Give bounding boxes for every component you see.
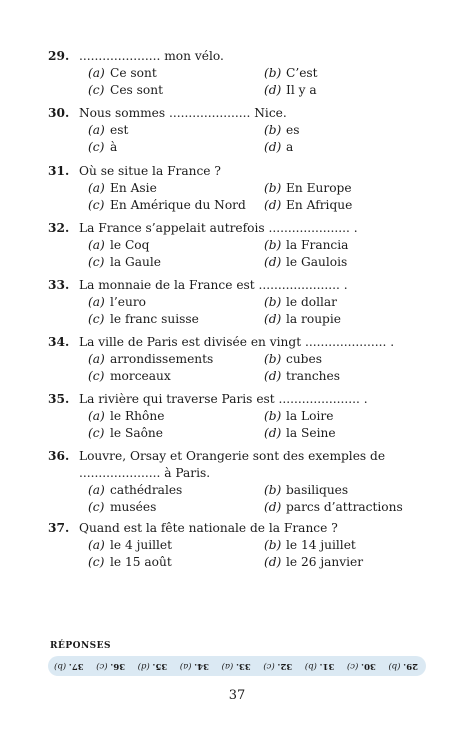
answer-key-letter: (d) <box>137 661 150 671</box>
question-text: Où se situe la France ? <box>79 164 221 178</box>
option-text: la Francia <box>286 238 349 252</box>
answer-option <box>264 180 440 197</box>
question-line <box>48 48 438 65</box>
answer-option <box>264 482 440 499</box>
answer-key-item <box>347 661 376 671</box>
question-line <box>48 391 438 408</box>
option-text: le 15 août <box>110 555 172 569</box>
option-label: (a) <box>88 409 105 423</box>
option-label: (b) <box>264 238 282 252</box>
answer-key-number: 37. <box>68 661 84 671</box>
question-line <box>48 163 438 180</box>
question-line <box>48 334 438 351</box>
question-number: 36. <box>48 449 70 463</box>
option-grid <box>88 294 438 328</box>
option-label: (d) <box>264 312 282 326</box>
question-line <box>48 105 438 122</box>
option-text: la roupie <box>286 312 341 326</box>
option-label: (b) <box>264 66 282 80</box>
option-text: la Seine <box>286 426 336 440</box>
option-text: En Afrique <box>286 198 353 212</box>
option-label: (d) <box>264 83 282 97</box>
question-line <box>48 220 438 237</box>
option-text: En Amérique du Nord <box>110 198 246 212</box>
option-text: la Gaule <box>110 255 161 269</box>
option-text: est <box>110 123 129 137</box>
option-text: tranches <box>286 369 340 383</box>
answer-option <box>264 408 440 425</box>
question-item <box>48 520 438 571</box>
answer-key-item <box>96 661 125 671</box>
question-number: 33. <box>48 278 70 292</box>
option-label: (a) <box>88 66 105 80</box>
option-text: le dollar <box>286 295 338 309</box>
answer-option <box>264 425 440 442</box>
answer-option <box>88 482 264 499</box>
option-label: (d) <box>264 555 282 569</box>
answer-key-item <box>263 661 292 671</box>
answer-option <box>264 294 440 311</box>
answer-option <box>88 351 264 368</box>
answer-option <box>88 554 264 571</box>
answer-key-letter: (b) <box>388 661 401 671</box>
option-grid <box>88 482 438 516</box>
answer-option <box>264 122 440 139</box>
answer-option <box>88 237 264 254</box>
page-number: 37 <box>228 688 246 703</box>
question-text: La ville de Paris est divisée en vingt ..................... . <box>79 335 395 349</box>
option-text: le 4 juillet <box>110 538 173 552</box>
option-label: (b) <box>264 352 282 366</box>
option-text: cathédrales <box>110 483 183 497</box>
option-grid <box>88 65 438 99</box>
answer-key-number: 34. <box>194 661 210 671</box>
question-text: Nous sommes ..................... Nice. <box>79 106 287 120</box>
option-label: (a) <box>88 352 105 366</box>
answer-option <box>264 554 440 571</box>
answer-key-letter: (c) <box>346 661 359 671</box>
option-text: En Asie <box>110 181 157 195</box>
option-text: Ces sont <box>110 83 164 97</box>
question-text: Louvre, Orsay et Orangerie sont des exemples de ..................... à Paris. <box>79 449 386 480</box>
option-grid <box>88 537 438 571</box>
answer-key-number: 30. <box>361 661 376 671</box>
answer-key-item <box>222 661 251 671</box>
option-label: (c) <box>88 198 105 212</box>
option-grid <box>88 408 438 442</box>
question-text: La rivière qui traverse Paris est ..................... . <box>79 392 368 406</box>
answer-key-item <box>305 661 335 671</box>
option-text: Il y a <box>286 83 317 97</box>
option-text: C’est <box>286 66 318 80</box>
option-text: morceaux <box>110 369 171 383</box>
option-label: (c) <box>88 83 105 97</box>
answer-key-number: 32. <box>277 661 293 671</box>
answer-option <box>264 65 440 82</box>
question-item <box>48 334 438 385</box>
option-label: (a) <box>88 295 105 309</box>
answer-option <box>88 65 264 82</box>
option-text: à <box>110 140 118 154</box>
answer-key-letter: (c) <box>96 661 108 671</box>
option-text: parcs d’attractions <box>286 500 403 514</box>
answer-option <box>88 537 264 554</box>
question-number: 35. <box>48 392 70 406</box>
option-label: (b) <box>264 538 282 552</box>
answers-bar <box>48 656 426 676</box>
option-label: (c) <box>88 140 105 154</box>
answer-key-number: 35. <box>152 661 168 671</box>
question-number: 32. <box>48 221 70 235</box>
answer-key-letter: (a) <box>179 661 192 671</box>
answers-list <box>48 656 426 676</box>
option-label: (b) <box>264 295 282 309</box>
question-item <box>48 220 438 271</box>
question-line <box>48 277 438 294</box>
answer-option <box>88 311 264 328</box>
option-text: la Loire <box>286 409 334 423</box>
option-label: (a) <box>88 538 105 552</box>
option-label: (d) <box>264 369 282 383</box>
answer-option <box>88 425 264 442</box>
question-text: Quand est la fête nationale de la France ? <box>79 521 338 535</box>
option-label: (d) <box>264 426 282 440</box>
question-number: 34. <box>48 335 70 349</box>
option-grid <box>88 237 438 271</box>
question-item <box>48 48 438 99</box>
option-text: le franc suisse <box>110 312 199 326</box>
answer-option <box>88 82 264 99</box>
option-text: arrondissements <box>110 352 214 366</box>
answers-title: RÉPONSES <box>50 641 112 651</box>
option-label: (d) <box>264 255 282 269</box>
answer-option <box>88 254 264 271</box>
option-label: (c) <box>88 555 105 569</box>
option-text: musées <box>110 500 157 514</box>
question-line <box>48 448 438 482</box>
answer-option <box>264 237 440 254</box>
answer-key-item <box>388 661 418 671</box>
answer-option <box>264 254 440 271</box>
answer-option <box>264 311 440 328</box>
option-grid <box>88 122 438 156</box>
answer-key-letter: (a) <box>221 661 234 671</box>
option-label: (c) <box>88 500 105 514</box>
answer-key-number: 29. <box>403 661 418 671</box>
option-text: En Europe <box>286 181 352 195</box>
answer-option <box>264 351 440 368</box>
question-item <box>48 277 438 328</box>
option-label: (a) <box>88 238 105 252</box>
option-text: le 26 janvier <box>286 555 364 569</box>
answer-key-number: 33. <box>235 661 251 671</box>
answer-key-item <box>54 661 84 671</box>
answer-option <box>88 197 264 214</box>
question-line <box>48 520 438 537</box>
option-label: (c) <box>88 369 105 383</box>
answer-key-letter: (b) <box>304 661 317 671</box>
question-number: 31. <box>48 164 70 178</box>
answer-option <box>88 294 264 311</box>
answer-option <box>88 139 264 156</box>
answer-option <box>88 408 264 425</box>
answer-key-letter: (b) <box>54 661 67 671</box>
option-text: Ce sont <box>110 66 157 80</box>
option-label: (b) <box>264 409 282 423</box>
answer-option <box>264 368 440 385</box>
answer-key-item <box>180 661 209 671</box>
option-text: le 14 juillet <box>286 538 356 552</box>
option-label: (a) <box>88 483 105 497</box>
option-text: cubes <box>286 352 322 366</box>
option-text: le Rhône <box>110 409 165 423</box>
option-label: (c) <box>88 312 105 326</box>
option-label: (d) <box>264 198 282 212</box>
option-text: a <box>286 140 294 154</box>
question-number: 37. <box>48 521 70 535</box>
option-text: le Gaulois <box>286 255 348 269</box>
question-item <box>48 391 438 442</box>
answer-option <box>264 499 440 516</box>
question-item <box>48 163 438 214</box>
question-item <box>48 105 438 156</box>
option-grid <box>88 180 438 214</box>
answer-option <box>264 82 440 99</box>
answer-option <box>264 537 440 554</box>
option-label: (c) <box>88 426 105 440</box>
answer-key-number: 31. <box>319 661 335 671</box>
question-number: 30. <box>48 106 70 120</box>
option-label: (c) <box>88 255 105 269</box>
option-text: basiliques <box>286 483 349 497</box>
option-label: (d) <box>264 500 282 514</box>
option-label: (b) <box>264 181 282 195</box>
option-label: (a) <box>88 181 105 195</box>
question-text: La France s’appelait autrefois ..................... . <box>79 221 358 235</box>
answer-option <box>264 139 440 156</box>
option-text: es <box>286 123 300 137</box>
answer-option <box>88 368 264 385</box>
question-text: ..................... mon vélo. <box>79 49 224 63</box>
answer-key-item <box>138 661 168 671</box>
answer-option <box>264 197 440 214</box>
option-label: (b) <box>264 483 282 497</box>
answer-key-number: 36. <box>110 661 126 671</box>
question-text: La monnaie de la France est ..................... . <box>79 278 348 292</box>
question-number: 29. <box>48 49 70 63</box>
answer-option <box>88 180 264 197</box>
question-item <box>48 448 438 516</box>
option-text: l’euro <box>110 295 146 309</box>
option-label: (b) <box>264 123 282 137</box>
answer-option <box>88 499 264 516</box>
option-label: (a) <box>88 123 105 137</box>
option-text: le Saône <box>110 426 163 440</box>
option-text: le Coq <box>110 238 150 252</box>
option-grid <box>88 351 438 385</box>
answer-option <box>88 122 264 139</box>
answer-key-letter: (c) <box>263 661 275 671</box>
option-label: (d) <box>264 140 282 154</box>
